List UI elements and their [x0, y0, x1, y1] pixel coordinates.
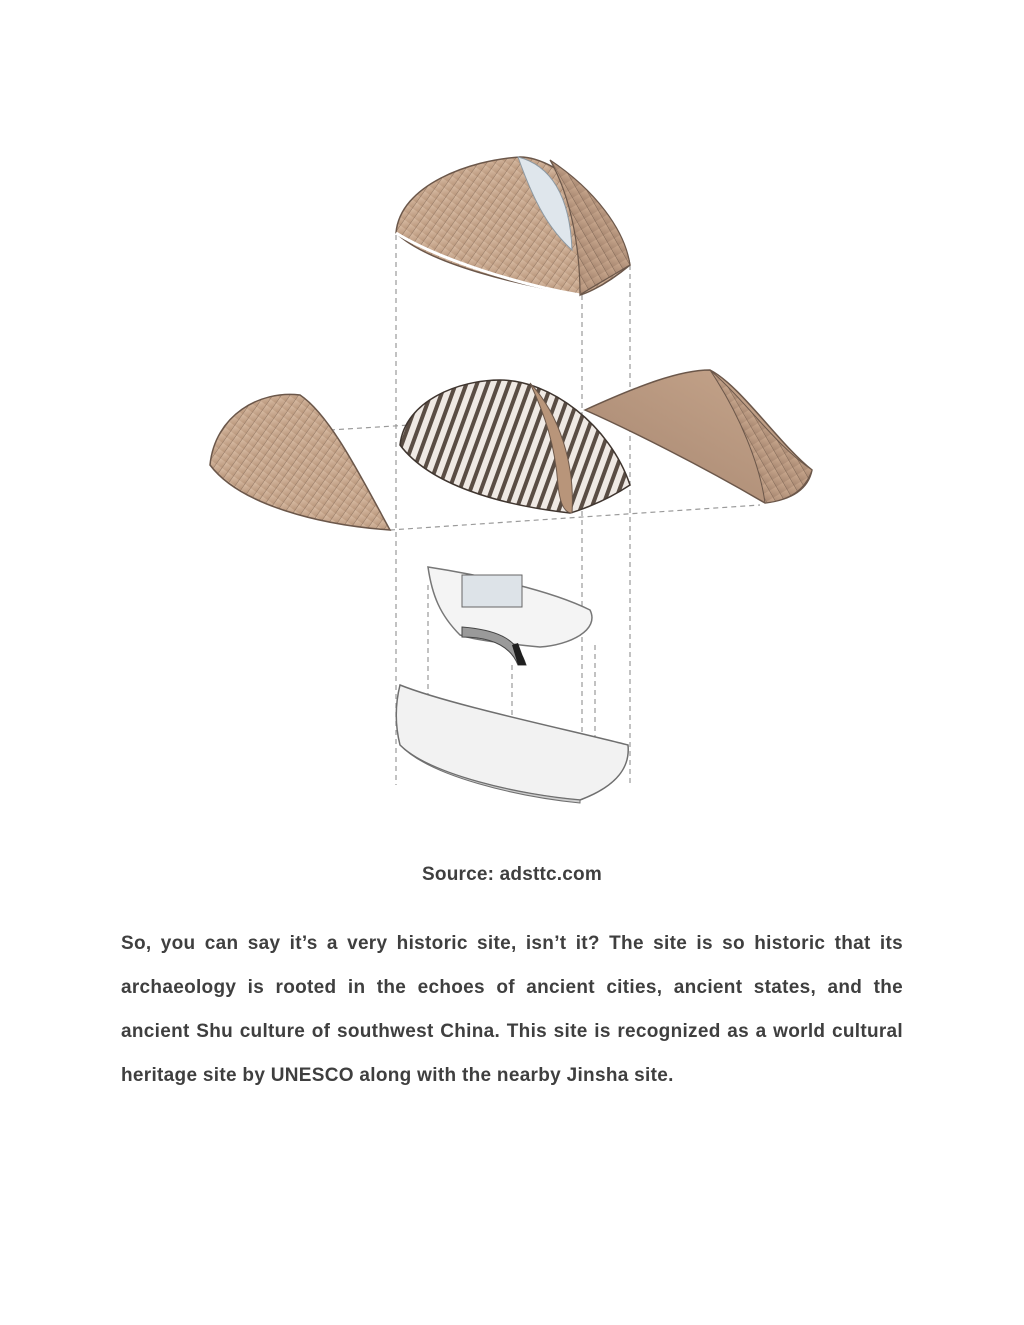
guide-lines	[330, 235, 760, 800]
interior-level	[428, 567, 592, 665]
middle-frame-structure	[400, 380, 630, 513]
exploded-building-diagram	[200, 145, 830, 815]
body-paragraph: So, you can say it’s a very historic site, isn’t it? The site is so historic that its archaeology is rooted in the echoes of ancient cities, ancient states, and the ancient Shu culture of southwest China. This site is recognized as a world cultural heritage site by UNESCO along with the nearby Jinsha site.	[121, 933, 903, 1086]
exploded-diagram-figure	[200, 145, 830, 815]
left-shell	[210, 394, 390, 530]
figure-caption: Source: adsttc.com	[422, 864, 602, 885]
top-roof-shell	[396, 157, 630, 295]
